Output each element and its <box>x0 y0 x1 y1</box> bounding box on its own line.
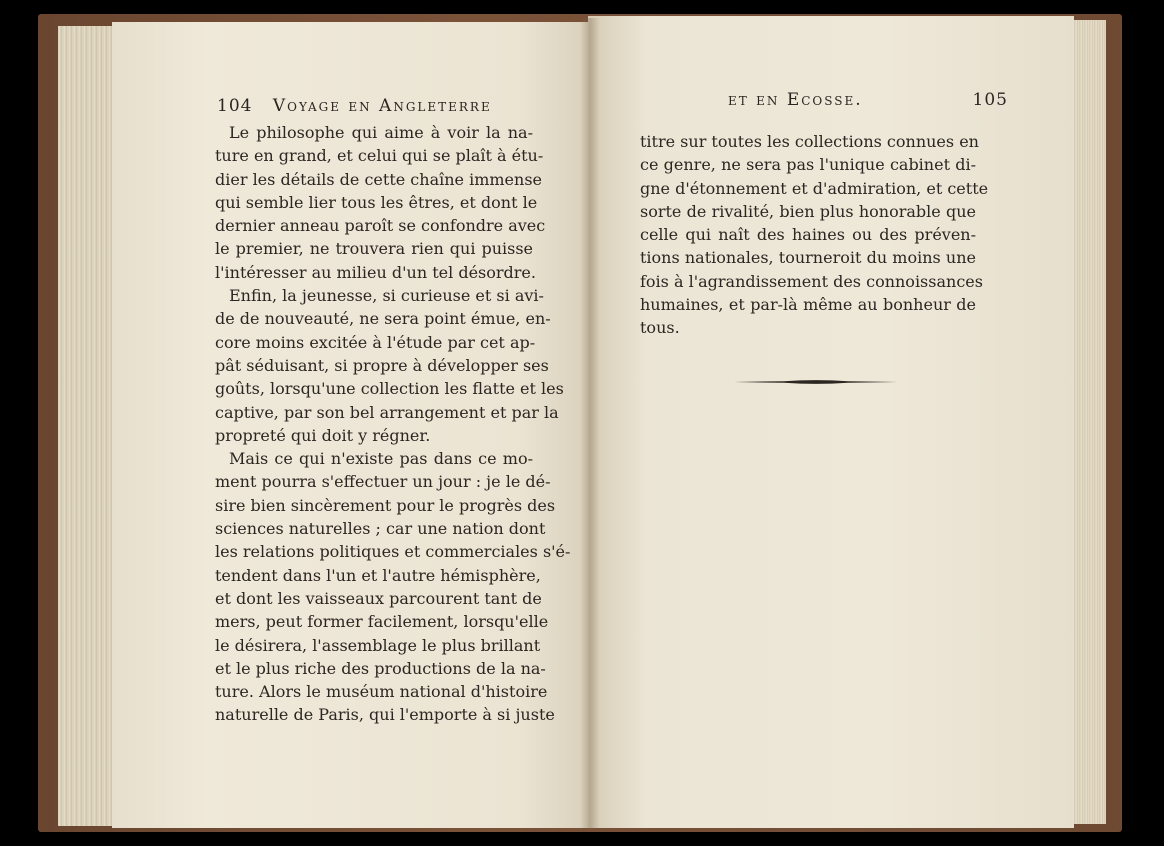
text-line: tions nationales, tourneroit du moins une <box>640 248 976 268</box>
text-line: dernier anneau paroît se confondre avec <box>215 216 546 236</box>
text-line: Enfin, la jeunesse, si curieuse et si avi- <box>229 286 544 306</box>
page-edges-left <box>58 26 114 826</box>
text-line: naturelle de Paris, qui l'emporte à si juste <box>215 705 555 725</box>
text-line: sire bien sincèrement pour le progrès des <box>215 495 556 515</box>
text-line: fois à l'agrandissement des connoissances <box>640 271 983 291</box>
text-line: Mais ce qui n'existe pas dans ce mo- <box>229 449 533 469</box>
text-line: sorte de rivalité, bien plus honorable que <box>640 201 976 221</box>
book-gutter <box>580 18 600 828</box>
ornament-rule <box>734 379 898 385</box>
text-line: core moins excitée à l'étude par cet ap- <box>215 332 536 352</box>
right-page-number: 105 <box>972 90 1008 110</box>
left-page-number: 104 <box>217 96 253 116</box>
text-line: goûts, lorsqu'une collection les flatte et les <box>215 379 564 399</box>
left-running-head <box>217 96 492 116</box>
text-line: et le plus riche des productions de la na- <box>215 658 546 678</box>
text-line: les relations politiques et commerciales s'é- <box>215 542 571 562</box>
text-line: captive, par son bel arrangement et par la <box>215 402 559 422</box>
text-line: ture en grand, et celui qui se plaît à étu- <box>215 146 544 166</box>
text-line: pât séduisant, si propre à développer ses <box>215 355 549 375</box>
text-line: humaines, et par-là même au bonheur de <box>640 295 976 315</box>
left-page-text <box>215 121 571 727</box>
text-line: mers, peut former facilement, lorsqu'elle <box>215 612 549 632</box>
text-line: ce genre, ne sera pas l'unique cabinet di- <box>640 155 976 175</box>
text-line: tous. <box>640 318 680 338</box>
text-line: gne d'étonnement et d'admiration, et cette <box>640 178 989 198</box>
text-line: le premier, ne trouvera rien qui puisse <box>215 239 533 259</box>
text-line: l'intéresser au milieu d'un tel désordre. <box>215 262 536 282</box>
text-line: ment pourra s'effectuer un jour : je le dé- <box>215 472 551 492</box>
left-page[interactable] <box>112 22 590 828</box>
right-page-text <box>640 130 989 340</box>
text-line: sciences naturelles ; car une nation dont <box>215 519 546 539</box>
text-line: dier les détails de cette chaîne immense <box>215 169 542 189</box>
text-line: qui semble lier tous les êtres, et dont le <box>215 192 538 212</box>
text-line: celle qui naît des haines ou des préven- <box>640 225 976 245</box>
text-line: et dont les vaisseaux parcourent tant de <box>215 588 542 608</box>
right-page[interactable] <box>588 16 1074 828</box>
text-line: tendent dans l'un et l'autre hémisphère, <box>215 565 541 585</box>
right-running-title: et en Ecosse. <box>728 90 863 110</box>
text-line: Le philosophe qui aime à voir la na- <box>229 123 533 142</box>
left-running-title: Voyage en Angleterre <box>272 96 492 116</box>
text-line: le désirera, l'assemblage le plus brillant <box>215 635 541 655</box>
text-line: ture. Alors le muséum national d'histoire <box>215 682 548 702</box>
text-line: titre sur toutes les collections connues en <box>640 132 979 151</box>
text-line: de de nouveauté, ne sera point émue, en- <box>215 309 551 329</box>
text-line: propreté qui doit y régner. <box>215 425 431 445</box>
